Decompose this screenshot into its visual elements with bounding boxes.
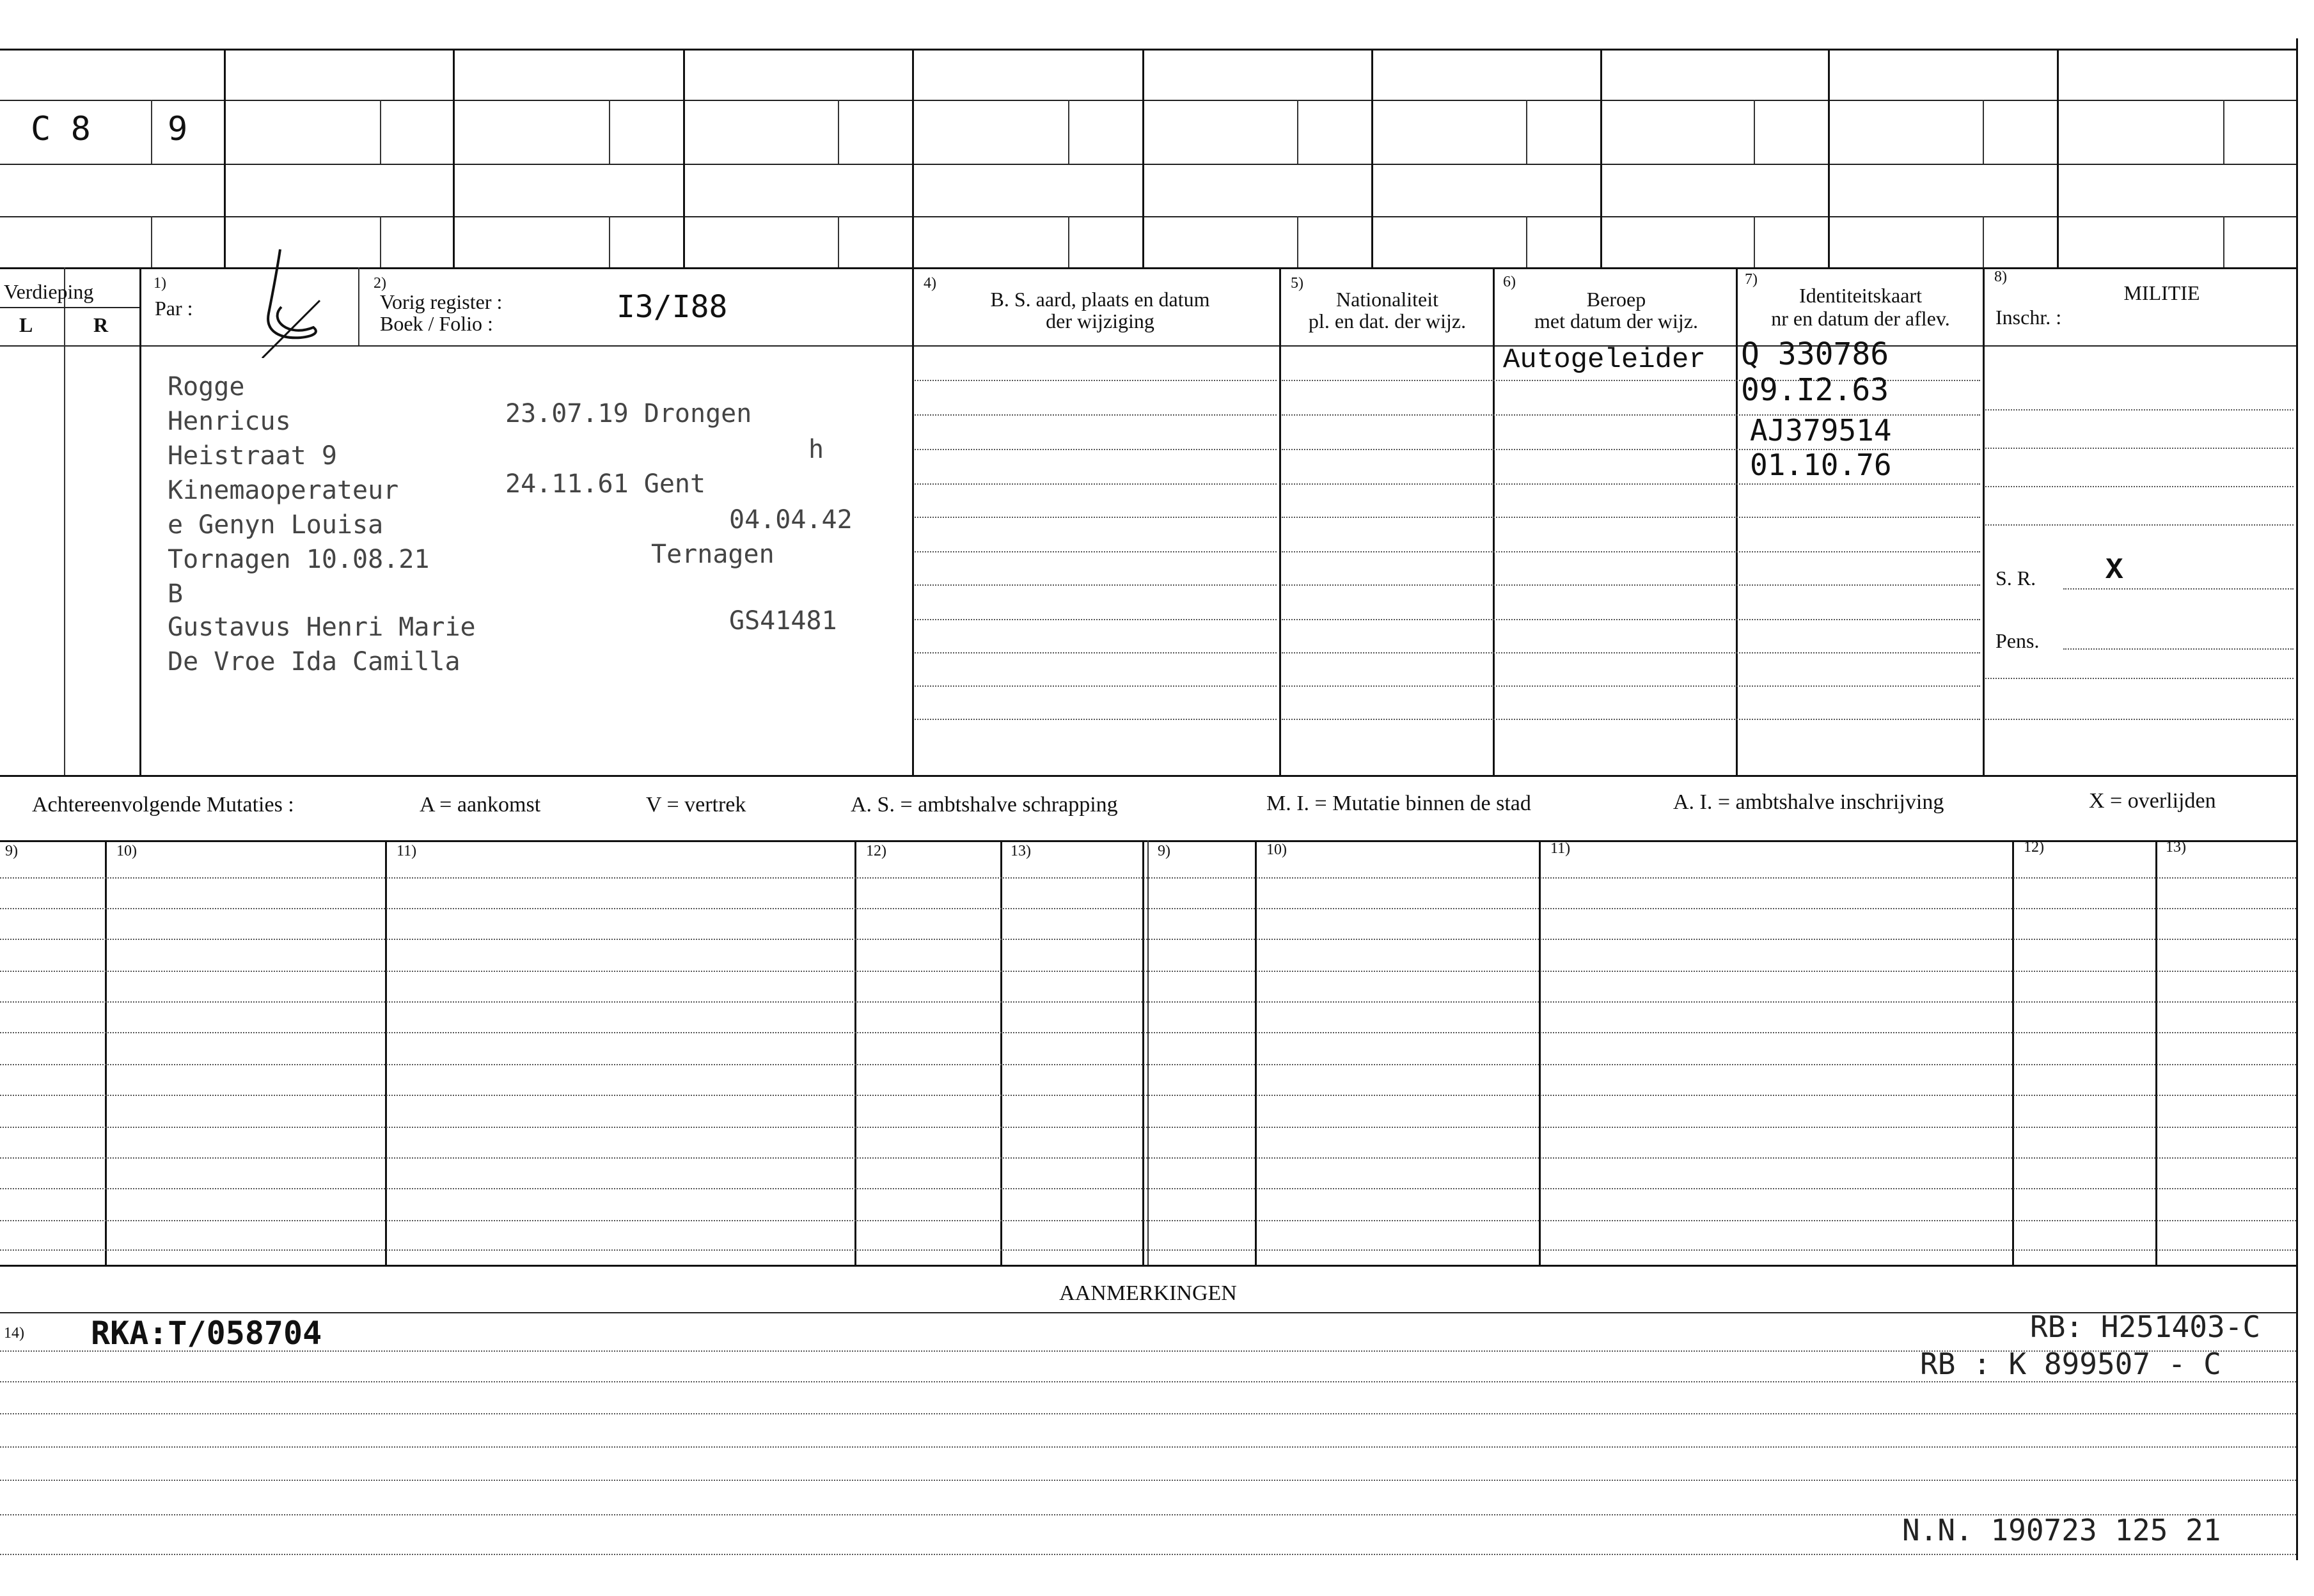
mut-col <box>854 840 856 1265</box>
mut-col-label: 10) <box>116 843 137 859</box>
grid-tick <box>1297 100 1298 164</box>
spouse-birth: Tornagen 10.08.21 <box>168 545 430 574</box>
col-divider <box>358 267 359 345</box>
field-2-number: 2) <box>374 275 386 292</box>
card-code-right: 9 <box>168 110 188 148</box>
header-bottom-line <box>0 345 2296 347</box>
row-line <box>1985 448 2294 449</box>
legend-item: M. I. = Mutatie binnen de stad <box>1266 792 1531 815</box>
mut-row-line <box>0 1064 2296 1065</box>
mut-col-label: 11) <box>397 843 417 859</box>
grid-tick <box>151 100 152 164</box>
mut-col-label: 13) <box>1011 843 1031 859</box>
mut-row-line <box>0 1188 2296 1189</box>
grid-tick <box>2223 216 2224 267</box>
legend-item: A. S. = ambtshalve schrapping <box>851 793 1118 817</box>
row-line <box>1985 409 2294 411</box>
nationaliteit-header: Nationaliteit <box>1336 288 1438 311</box>
mark-h: h <box>808 435 824 464</box>
col-l-r-divider <box>64 267 65 775</box>
row-line <box>915 719 1277 720</box>
rb-value-2: RB : K 899507 - C <box>1920 1347 2221 1381</box>
person-occupation: Kinemaoperateur <box>168 476 399 505</box>
section-line <box>0 775 2296 777</box>
field-4-number: 4) <box>924 275 936 292</box>
col-divider <box>139 267 141 775</box>
grid-col <box>912 49 914 267</box>
mut-col <box>385 840 387 1265</box>
row-line <box>1282 719 1980 720</box>
grid-line <box>0 164 2296 165</box>
grid-col <box>1600 49 1602 267</box>
mut-row-line <box>0 1001 2296 1003</box>
mother-name: De Vroe Ida Camilla <box>168 647 460 677</box>
row-line <box>915 380 1277 381</box>
mut-row-line <box>0 1032 2296 1033</box>
grid-tick <box>380 100 381 164</box>
grid-tick <box>838 100 839 164</box>
mut-col-label: 9) <box>1158 843 1170 859</box>
bs-header-line1: B. S. aard, plaats en datum <box>990 288 1210 311</box>
grid-tick <box>151 216 152 267</box>
row-line <box>915 449 1277 450</box>
row-line <box>915 414 1277 416</box>
beroep-header: Beroep <box>1586 288 1646 311</box>
legend-title: Achtereenvolgende Mutaties : <box>32 793 294 817</box>
id-card-number-1: Q 330786 <box>1741 336 1889 372</box>
par-label: Par : <box>155 297 193 320</box>
mut-row-line <box>0 1249 2296 1251</box>
field-7-number: 7) <box>1745 271 1758 288</box>
mut-col <box>2012 840 2014 1265</box>
nn-value: N.N. 190723 125 21 <box>1902 1513 2221 1547</box>
bs-header-line2: der wijziging <box>1046 309 1154 332</box>
pens-line <box>2063 648 2294 650</box>
row-line <box>1282 483 1980 485</box>
grid-tick <box>1983 216 1984 267</box>
spouse-place: Ternagen <box>651 540 775 569</box>
grid-line <box>0 267 2296 269</box>
grid-tick <box>1526 216 1527 267</box>
legend-item: A. I. = ambtshalve inschrijving <box>1673 790 1944 814</box>
vorig-register-label: Vorig register : <box>380 290 503 313</box>
spouse-date: 04.04.42 <box>729 505 853 535</box>
row-line <box>1282 517 1980 518</box>
mut-row-line <box>0 1127 2296 1128</box>
grid-tick <box>1297 216 1298 267</box>
grid-col <box>683 49 685 267</box>
grid-tick <box>609 216 610 267</box>
mut-col <box>105 840 107 1265</box>
grid-tick <box>1526 100 1527 164</box>
grid-line <box>0 100 2296 101</box>
mut-col <box>1142 840 1144 1265</box>
inschr-label: Inschr. : <box>1995 306 2062 329</box>
id-card-date-2: 01.10.76 <box>1750 448 1892 482</box>
legend-item: A = aankomst <box>420 793 541 817</box>
row-line <box>915 685 1277 687</box>
grid-col <box>1828 49 1830 267</box>
row-line <box>915 619 1277 620</box>
rb-value-1: RB: H251403-C <box>2030 1310 2261 1344</box>
identiteitskaart-subheader: nr en datum der aflev. <box>1771 307 1950 330</box>
remarks-row-line <box>0 1480 2296 1481</box>
sr-value: X <box>2105 554 2123 587</box>
grid-tick <box>380 216 381 267</box>
row-line <box>915 652 1277 653</box>
mut-col <box>1539 840 1541 1265</box>
person-street: Heistraat 9 <box>168 441 337 471</box>
row-line <box>1282 652 1980 653</box>
mut-col-label: 11) <box>1550 840 1571 857</box>
row-line <box>915 517 1277 518</box>
col-divider <box>1279 267 1281 775</box>
id-card-number-2: AJ379514 <box>1750 413 1892 448</box>
grid-tick <box>1754 216 1755 267</box>
row-line <box>1985 719 2294 720</box>
legend-item: X = overlijden <box>2089 789 2216 813</box>
boek-folio-label: Boek / Folio : <box>380 312 493 335</box>
remarks-row-line <box>0 1446 2296 1448</box>
mut-col <box>1255 840 1257 1265</box>
sr-label: S. R. <box>1995 567 2036 590</box>
remarks-title: AANMERKINGEN <box>1059 1281 1237 1305</box>
person-surname: Rogge <box>168 372 245 402</box>
mut-col-label: 9) <box>5 843 18 859</box>
grid-tick <box>838 216 839 267</box>
grid-col <box>1371 49 1373 267</box>
mut-col <box>2155 840 2157 1265</box>
sr-line <box>2063 588 2294 590</box>
grid-col <box>1142 49 1144 267</box>
mut-row-line <box>0 908 2296 909</box>
mut-row-line <box>0 1095 2296 1096</box>
row-line <box>1985 524 2294 526</box>
mut-row-line <box>0 877 2296 879</box>
remarks-row-line <box>0 1350 2296 1352</box>
mut-col-label: 10) <box>1266 841 1287 858</box>
col-divider <box>1983 267 1985 775</box>
col-l-label: L <box>19 313 33 336</box>
mut-row-line <box>0 1157 2296 1159</box>
pens-label: Pens. <box>1995 629 2040 652</box>
row-line <box>1282 584 1980 586</box>
row-line <box>1282 551 1980 552</box>
grid-tick <box>2223 100 2224 164</box>
grid-line <box>0 216 2296 217</box>
id-code: GS41481 <box>729 606 837 636</box>
lr-header-line <box>0 307 139 308</box>
mutation-bottom-line <box>0 1265 2296 1267</box>
mut-col-double <box>1147 840 1149 1265</box>
nationaliteit-subheader: pl. en dat. der wijz. <box>1308 309 1467 332</box>
remarks-row-line <box>0 1381 2296 1382</box>
person-birth: 23.07.19 Drongen <box>505 399 752 428</box>
col-divider <box>1736 267 1738 775</box>
beroep-subheader: met datum der wijz. <box>1534 309 1698 332</box>
card-code-left: C 8 <box>31 110 91 148</box>
beroep-value: Autogeleider <box>1503 344 1706 376</box>
grid-tick <box>1754 100 1755 164</box>
grid-col <box>224 49 226 267</box>
field-6-number: 6) <box>1503 274 1516 290</box>
row-line <box>915 551 1277 552</box>
row-line <box>1282 685 1980 687</box>
col-divider <box>912 267 914 775</box>
field-1-number: 1) <box>153 275 166 292</box>
folio-value: I3/I88 <box>617 289 728 325</box>
rka-value: RKA:T/058704 <box>91 1315 322 1352</box>
id-card-date-1: 09.I2.63 <box>1741 372 1889 408</box>
mut-row-line <box>0 939 2296 940</box>
grid-tick <box>1983 100 1984 164</box>
col-r-label: R <box>93 313 109 336</box>
field-5-number: 5) <box>1291 275 1303 292</box>
grid-col <box>453 49 455 267</box>
mut-col-label: 13) <box>2166 839 2186 856</box>
legend-item: V = vertrek <box>646 793 746 817</box>
verdieping-label: Verdieping <box>4 280 94 303</box>
right-edge <box>2296 38 2298 1560</box>
grid-line <box>0 49 2296 51</box>
spouse-name: e Genyn Louisa <box>168 510 384 540</box>
grid-col <box>2057 49 2059 267</box>
mut-col-label: 12) <box>866 843 886 859</box>
row-line <box>1985 486 2294 487</box>
mut-col <box>1000 840 1002 1265</box>
row-line <box>915 584 1277 586</box>
row-line <box>1282 619 1980 620</box>
mark-b: B <box>168 579 184 609</box>
identiteitskaart-header: Identiteitskaart <box>1799 284 1922 307</box>
col-divider <box>1493 267 1495 775</box>
father-name: Gustavus Henri Marie <box>168 613 476 642</box>
row-line <box>915 483 1277 485</box>
grid-tick <box>1068 216 1069 267</box>
occupation-date: 24.11.61 Gent <box>505 469 706 499</box>
mut-col-label: 12) <box>2024 839 2044 856</box>
par-signature-mark <box>243 243 333 358</box>
remarks-row-line <box>0 1413 2296 1414</box>
mut-row-line <box>0 1220 2296 1221</box>
grid-tick <box>609 100 610 164</box>
person-first-name: Henricus <box>168 407 291 436</box>
grid-tick <box>1068 100 1069 164</box>
militie-header: MILITIE <box>2123 281 2200 304</box>
field-8-number: 8) <box>1994 269 2007 285</box>
mut-row-line <box>0 971 2296 972</box>
remarks-row-line <box>0 1554 2296 1555</box>
remarks-line <box>0 1312 2296 1313</box>
field-14-number: 14) <box>4 1325 24 1342</box>
row-line <box>1985 678 2294 679</box>
